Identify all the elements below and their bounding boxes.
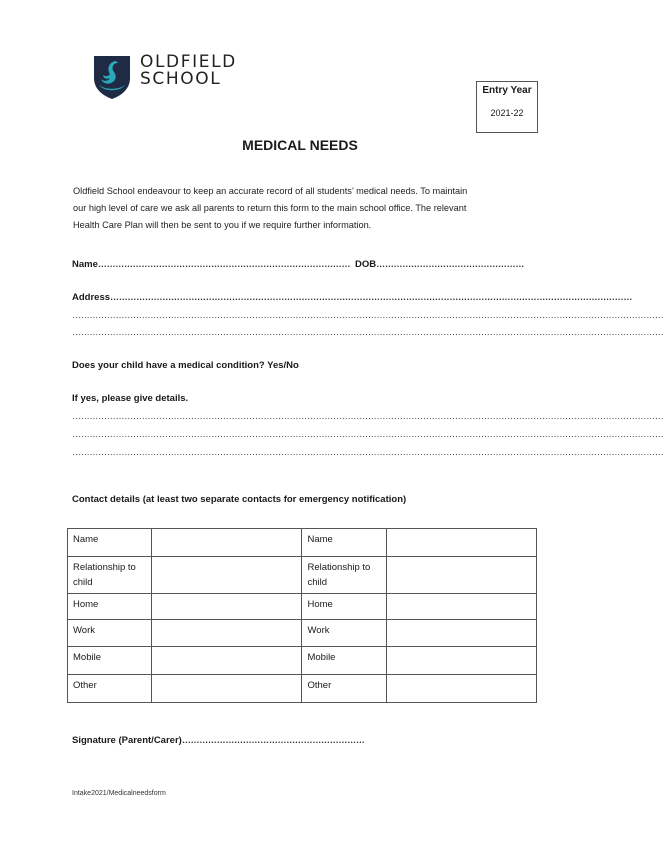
contact1-work-cell[interactable]: [152, 620, 302, 647]
address-field[interactable]: [72, 292, 633, 303]
school-crest-icon: [92, 54, 132, 100]
intro-line: our high level of care we ask all parents to return this form to the main school office. The relevant: [73, 203, 467, 213]
contact1-mobile-cell[interactable]: [152, 647, 302, 675]
name-fill-line[interactable]: ……………………………………………………………………………: [97, 259, 351, 269]
contacts-heading: Contact details (at least two separate contacts for emergency notification): [72, 494, 407, 505]
signature-field[interactable]: [72, 735, 365, 746]
contact1-relationship-cell[interactable]: [152, 557, 302, 594]
address-fill-line-3[interactable]: ……………………………………………………………………………………………………………………………………………………………………………………: [72, 327, 664, 337]
contact1-label: Relationship to child: [68, 557, 152, 594]
footer-reference: Intake2021/Medicalneedsform: [72, 790, 166, 797]
details-fill-line-2[interactable]: ……………………………………………………………………………………………………………………………………………………………………………………: [72, 429, 664, 439]
dob-field[interactable]: [355, 259, 524, 270]
contact2-name-cell[interactable]: [386, 529, 536, 557]
school-name-line1: OLDFIELD: [140, 52, 237, 72]
address-fill-line[interactable]: ………………………………………………………………………………………………………………………………………………………………: [110, 292, 633, 302]
school-name: [140, 54, 237, 88]
contact2-label: Mobile: [302, 647, 386, 675]
contact2-home-cell[interactable]: [386, 594, 536, 620]
contact2-relationship-cell[interactable]: [386, 557, 536, 594]
table-row: [68, 647, 537, 675]
contact1-label: Home: [68, 594, 152, 620]
details-fill-line-3[interactable]: ……………………………………………………………………………………………………………………………………………………………………………………: [72, 447, 664, 457]
contact1-label: Work: [68, 620, 152, 647]
condition-question: Does your child have a medical condition? Yes/No: [72, 360, 299, 371]
contact2-label: Home: [302, 594, 386, 620]
address-label: Address: [72, 292, 111, 303]
intro-line: Health Care Plan will then be sent to you if we require further information.: [73, 220, 372, 230]
signature-label: Signature (Parent/Carer): [72, 735, 182, 746]
contact1-home-cell[interactable]: [152, 594, 302, 620]
table-row: [68, 675, 537, 703]
details-fill-line-1[interactable]: ……………………………………………………………………………………………………………………………………………………………………………………: [72, 411, 664, 421]
table-row: [68, 529, 537, 557]
contact1-label: Name: [68, 529, 152, 557]
dob-fill-line[interactable]: ……………………………………………: [376, 259, 525, 269]
school-name-line2: SCHOOL: [140, 69, 222, 89]
contact2-work-cell[interactable]: [386, 620, 536, 647]
intro-paragraph: [73, 183, 533, 234]
contact2-other-cell[interactable]: [386, 675, 536, 703]
contacts-table: [67, 528, 537, 703]
entry-year-value: 2021-22: [490, 108, 524, 118]
contact2-label: Name: [302, 529, 386, 557]
contact1-label: Mobile: [68, 647, 152, 675]
name-field[interactable]: [72, 259, 350, 270]
table-row: [68, 557, 537, 594]
intro-line: Oldfield School endeavour to keep an accurate record of all students’ medical needs. To maintain: [73, 186, 468, 196]
address-fill-line-2[interactable]: ……………………………………………………………………………………………………………………………………………………………………………………: [72, 310, 664, 320]
contact2-label: Other: [302, 675, 386, 703]
details-prompt: If yes, please give details.: [72, 393, 189, 404]
name-label: Name: [72, 259, 98, 270]
contact1-other-cell[interactable]: [152, 675, 302, 703]
table-row: [68, 620, 537, 647]
signature-fill-line[interactable]: ………………………………………………………: [181, 735, 365, 745]
dob-label: DOB: [355, 259, 377, 270]
table-row: [68, 594, 537, 620]
contact2-mobile-cell[interactable]: [386, 647, 536, 675]
contact2-label: Work: [302, 620, 386, 647]
contact2-label: Relationship to child: [302, 557, 386, 594]
entry-year-box: [476, 81, 538, 133]
page-title: MEDICAL NEEDS: [242, 137, 358, 153]
contact1-label: Other: [68, 675, 152, 703]
contact1-name-cell[interactable]: [152, 529, 302, 557]
entry-year-label: Entry Year: [482, 85, 532, 96]
